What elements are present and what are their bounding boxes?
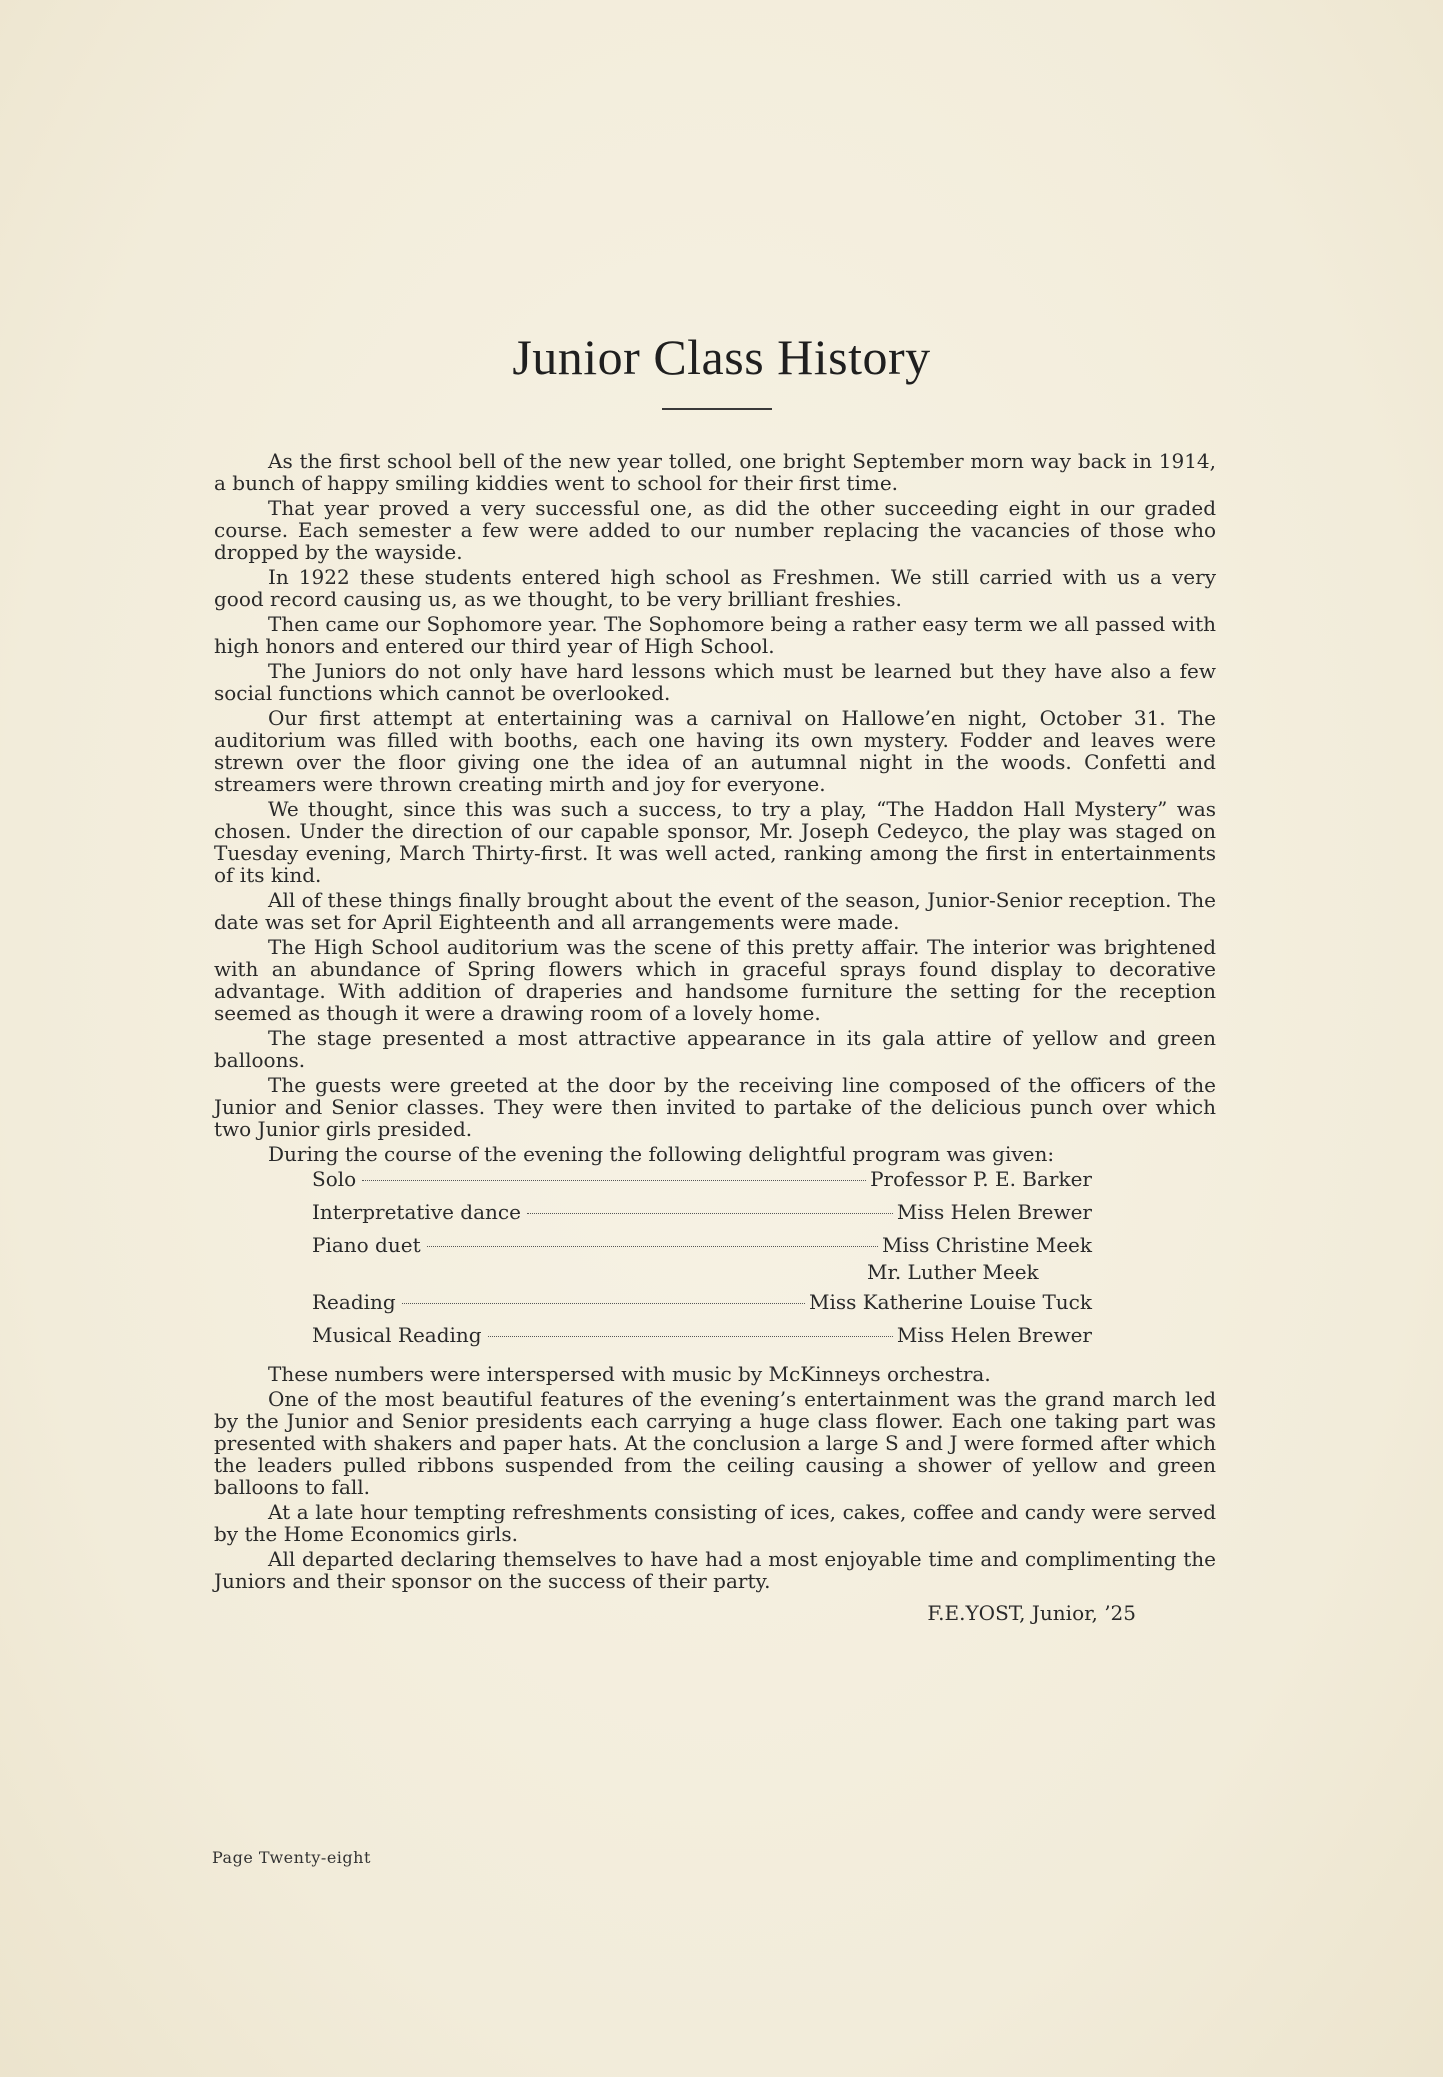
paragraph-11: The guests were greeted at the door by the receiving line composed of the officers of the Junior and Senior classes. They were then invited to partake of the delicious punch over which two Junior girls presided. bbox=[214, 1073, 1216, 1141]
program-row-dance bbox=[312, 1201, 1092, 1234]
page-title: Junior Class History bbox=[512, 329, 931, 385]
paragraph-7: We thought, since this was such a success, to try a play, “The Haddon Hall Mystery” was chosen. Under the direction of our capable sponsor, Mr. Joseph Cedeyco, the play was staged on Tuesday evening, March Thirty-first. It was well acted, ranking among the first in entertainments of its kind. bbox=[214, 797, 1216, 887]
paragraph-12: During the course of the evening the following delightful program was given: bbox=[268, 1142, 1055, 1166]
paragraph-13: These numbers were interspersed with music by McKinneys orchestra. bbox=[268, 1362, 991, 1386]
title-divider bbox=[662, 408, 772, 410]
paragraph-14: One of the most beautiful features of the evening’s entertainment was the grand march led by the Junior and Senior presidents each carrying a huge class flower. Each one taking part was presented with shakers and paper hats. At the conclusion a large S and J were formed after which the leaders pulled ribbons suspended from the ceiling causing a shower of yellow and green balloons to fall. bbox=[214, 1387, 1216, 1499]
paragraph-2: That year proved a very successful one, as did the other succeeding eight in our graded course. Each semester a few were added to our number replacing the vacancies of those who dropped by the wayside. bbox=[214, 496, 1216, 564]
dot-leader bbox=[402, 1303, 805, 1304]
paragraph-3: In 1922 these students entered high school as Freshmen. We still carried with us a very good record causing us, as we thought, to be very brilliant freshies. bbox=[214, 565, 1216, 611]
paragraph-4: Then came our Sophomore year. The Sophomore being a rather easy term we all passed with high honors and entered our third year of High School. bbox=[214, 612, 1216, 658]
paragraph-6: Our first attempt at entertaining was a carnival on Hallowe’en night, October 31. The auditorium was filled with booths, each one having its own mystery. Fodder and leaves were strewn over the floor giving one the idea of an autumnal night in the woods. Confetti and streamers were thrown creating mirth and joy for everyone. bbox=[214, 706, 1216, 796]
program-item: Solo bbox=[312, 1167, 357, 1191]
paragraph-8: All of these things finally brought about the event of the season, Junior-Senior reception. The date was set for April Eighteenth and all arrangements were made. bbox=[214, 888, 1216, 934]
program-performer: Miss Helen Brewer bbox=[896, 1323, 1092, 1347]
paragraph-15: At a late hour tempting refreshments consisting of ices, cakes, coffee and candy were served by the Home Economics girls. bbox=[214, 1500, 1216, 1546]
program-performer: Professor P. E. Barker bbox=[870, 1167, 1092, 1191]
paragraph-16: All departed declaring themselves to have had a most enjoyable time and complimenting the Juniors and their sponsor on the success of their party. bbox=[214, 1547, 1216, 1593]
program-list bbox=[312, 1168, 1092, 1357]
program-row-solo bbox=[312, 1168, 1092, 1201]
dot-leader bbox=[527, 1213, 893, 1214]
author-signature: F.E.YOST, Junior, ’25 bbox=[927, 1601, 1136, 1625]
paragraph-5: The Juniors do not only have hard lessons which must be learned but they have also a few social functions which cannot be overlooked. bbox=[214, 659, 1216, 705]
dot-leader bbox=[362, 1180, 866, 1181]
program-item: Reading bbox=[312, 1290, 396, 1314]
article-body bbox=[214, 450, 1216, 1624]
program-item: Musical Reading bbox=[312, 1323, 482, 1347]
program-performer-second: Mr. Luther Meek bbox=[867, 1260, 1039, 1284]
paragraph-1: As the first school bell of the new year tolled, one bright September morn way back in 1914, a bunch of happy smiling kiddies went to school for their first time. bbox=[214, 449, 1216, 495]
dot-leader bbox=[488, 1336, 893, 1337]
program-item: Piano duet bbox=[312, 1233, 421, 1257]
paragraph-9: The High School auditorium was the scene of this pretty affair. The interior was brightened with an abundance of Spring flowers which in graceful sprays found display to decorative advantage. With addition of draperies and handsome furniture the setting for the reception seemed as though it were a drawing room of a lovely home. bbox=[214, 935, 1216, 1025]
program-performer: Miss Helen Brewer bbox=[896, 1200, 1092, 1224]
program-performer: Miss Katherine Louise Tuck bbox=[808, 1290, 1092, 1314]
paragraph-10: The stage presented a most attractive appearance in its gala attire of yellow and green balloons. bbox=[214, 1026, 1216, 1072]
program-item: Interpretative dance bbox=[312, 1200, 521, 1224]
page-number: Page Twenty-eight bbox=[212, 1848, 371, 1867]
program-row-musical-reading bbox=[312, 1324, 1092, 1357]
program-row-reading bbox=[312, 1291, 1092, 1324]
program-performer: Miss Christine Meek bbox=[882, 1233, 1092, 1257]
dot-leader bbox=[427, 1246, 878, 1247]
